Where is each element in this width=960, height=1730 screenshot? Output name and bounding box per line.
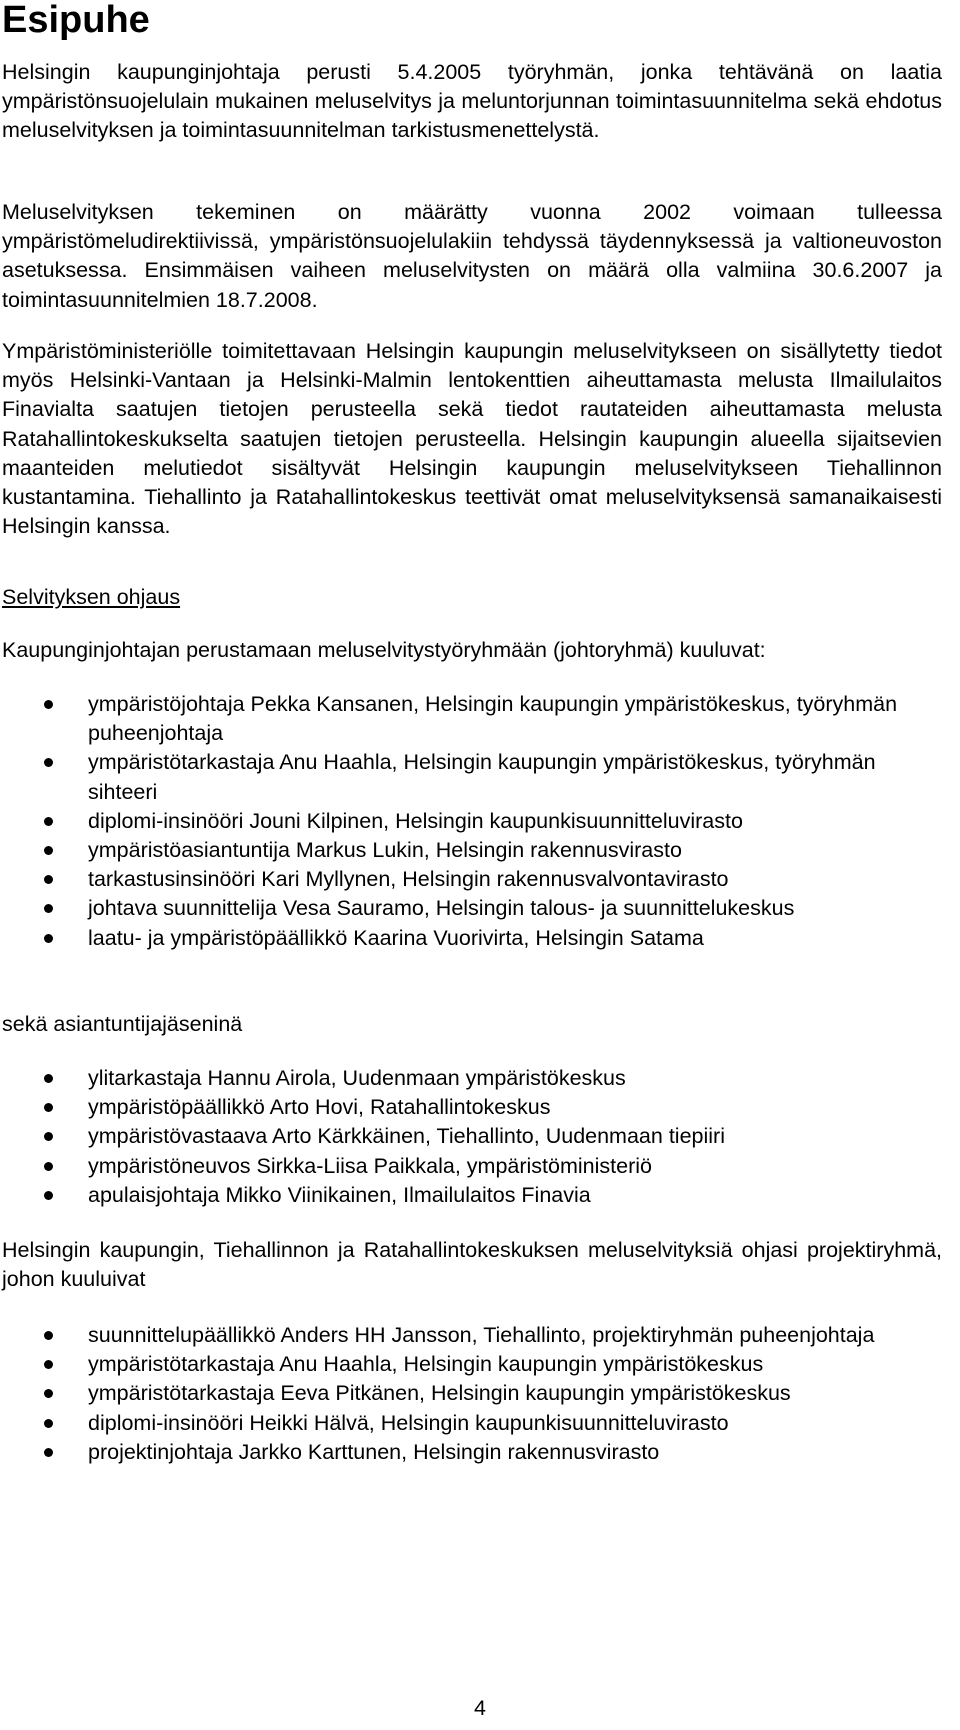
list-item: ympäristötarkastaja Eeva Pitkänen, Helsingin kaupungin ympäristökeskus xyxy=(2,1379,942,1408)
project-members-block xyxy=(2,1321,942,1467)
project-intro-block xyxy=(2,1236,942,1294)
section-heading: Selvityksen ohjaus xyxy=(2,585,181,609)
steering-group-intro: Kaupunginjohtajan perustamaan meluselvitystyöryhmään (johtoryhmä) kuuluvat: xyxy=(2,638,766,662)
list-item: ympäristöpäällikkö Arto Hovi, Ratahallintokeskus xyxy=(2,1093,942,1122)
expert-members-block xyxy=(2,1064,942,1210)
list-item: tarkastusinsinööri Kari Myllynen, Helsingin rakennusvalvontavirasto xyxy=(2,865,942,894)
paragraph-text: Helsingin kaupunginjohtaja perusti 5.4.2005 työryhmän, jonka tehtävänä on laatia ympäristönsuojelulain mukainen meluselvitys ja meluntorjunnan toimintasuunnitelma sekä ehdotus meluselvityksen ja toimintasuunnitelman tarkistusmenettelystä. xyxy=(2,60,942,143)
paragraph-text: Meluselvityksen tekeminen on määrätty vuonna 2002 voimaan tulleessa ympäristömeludirektiivissä, ympäristönsuojelulakiin tehdyssä täydennyksessä ja valtioneuvoston asetuksessa. Ensimmäisen vaiheen meluselvitysten on määrä olla valmiina 30.6.2007 ja toimintasuunnitelmien 18.7.2008. xyxy=(2,200,942,312)
steering-intro-block xyxy=(2,636,942,665)
experts-intro-block xyxy=(2,1010,942,1039)
section-heading-block xyxy=(2,583,942,612)
list-item: projektinjohtaja Jarkko Karttunen, Helsingin rakennusvirasto xyxy=(2,1438,942,1467)
page-number: 4 xyxy=(474,1696,486,1720)
page-title: Esipuhe xyxy=(2,0,150,41)
list-item: johtava suunnittelija Vesa Sauramo, Helsingin talous- ja suunnittelukeskus xyxy=(2,894,942,923)
paragraph-text: Ympäristöministeriölle toimitettavaan Helsingin kaupungin meluselvitykseen on sisällytetty tiedot myös Helsinki-Vantaan ja Helsinki-Malmin lentokenttien aiheuttamasta melusta Ilmailulaitos Finavialta saatujen tietojen perusteella sekä tiedot rautateiden aiheuttamasta melusta Ratahallintokeskukselta saatujen tietojen perusteella. Helsingin kaupungin alueella sijaitsevien maanteiden melutiedot sisältyvät Helsingin kaupungin meluselvitykseen Tiehallinnon kustantamina. Tiehallinto ja Ratahallintokeskus teettivät omat meluselvityksensä samanaikaisesti Helsingin kanssa. xyxy=(2,339,942,539)
project-group-intro: Helsingin kaupungin, Tiehallinnon ja Ratahallintokeskuksen meluselvityksiä ohjasi projektiryhmä, johon kuuluivat xyxy=(2,1238,942,1292)
intro-paragraph xyxy=(2,58,942,146)
experts-intro: sekä asiantuntijajäseninä xyxy=(2,1012,243,1036)
list-item: laatu- ja ympäristöpäällikkö Kaarina Vuorivirta, Helsingin Satama xyxy=(2,924,942,953)
list-item: ympäristötarkastaja Anu Haahla, Helsingin kaupungin ympäristökeskus xyxy=(2,1350,942,1379)
list-item: suunnittelupäällikkö Anders HH Jansson, Tiehallinto, projektiryhmän puheenjohtaja xyxy=(2,1321,942,1350)
list-item: apulaisjohtaja Mikko Viinikainen, Ilmailulaitos Finavia xyxy=(2,1181,942,1210)
steering-members-block xyxy=(2,690,942,953)
list-item: diplomi-insinööri Heikki Hälvä, Helsingin kaupunkisuunnitteluvirasto xyxy=(2,1409,942,1438)
project-members-list xyxy=(2,1321,942,1467)
list-item: ympäristötarkastaja Anu Haahla, Helsingin kaupungin ympäristökeskus, työryhmän sihteeri xyxy=(2,748,942,806)
list-item: ympäristövastaava Arto Kärkkäinen, Tiehallinto, Uudenmaan tiepiiri xyxy=(2,1122,942,1151)
expert-members-list xyxy=(2,1064,942,1210)
scope-paragraph xyxy=(2,337,942,541)
legislation-paragraph xyxy=(2,198,942,315)
list-item: ympäristöneuvos Sirkka-Liisa Paikkala, ympäristöministeriö xyxy=(2,1152,942,1181)
list-item: ympäristöasiantuntija Markus Lukin, Helsingin rakennusvirasto xyxy=(2,836,942,865)
steering-members-list xyxy=(2,690,942,953)
list-item: diplomi-insinööri Jouni Kilpinen, Helsingin kaupunkisuunnitteluvirasto xyxy=(2,807,942,836)
list-item: ylitarkastaja Hannu Airola, Uudenmaan ympäristökeskus xyxy=(2,1064,942,1093)
list-item: ympäristöjohtaja Pekka Kansanen, Helsingin kaupungin ympäristökeskus, työryhmän puheenjohtaja xyxy=(2,690,942,748)
